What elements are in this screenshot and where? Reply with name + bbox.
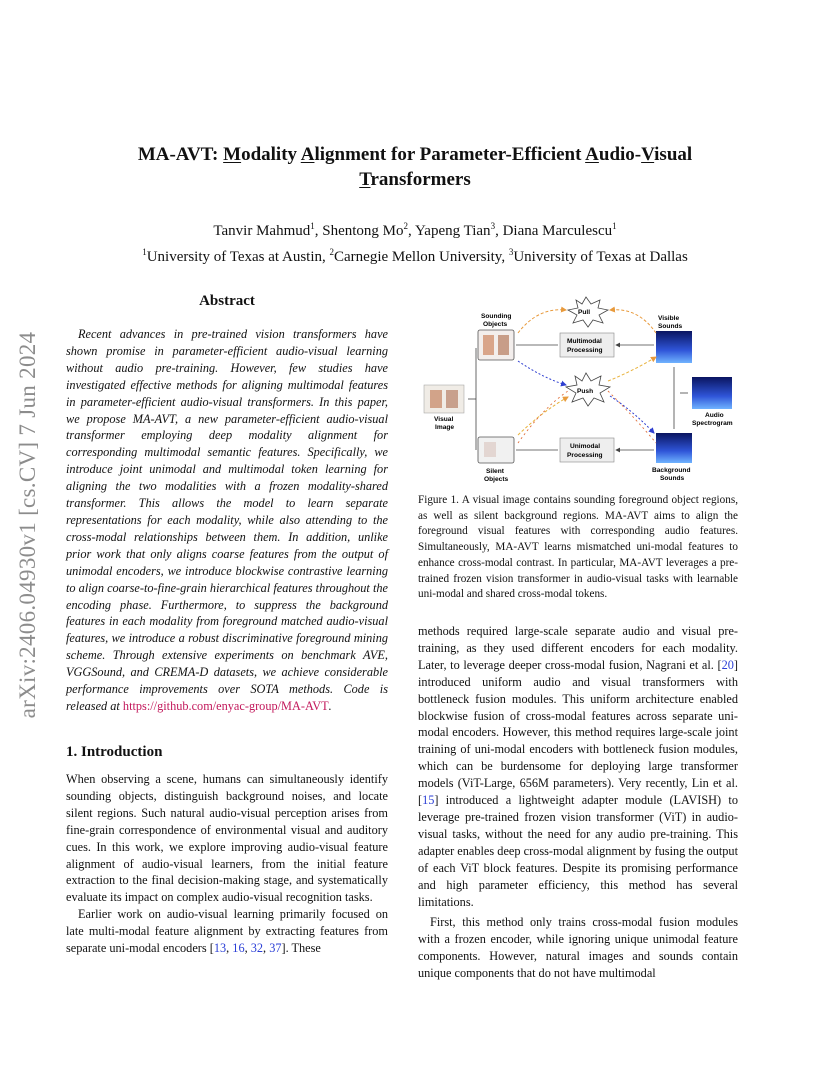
svg-text:Objects: Objects [483, 321, 508, 328]
paper-title: MA-AVT: Modality Alignment for Parameter-Efficient Audio-Visual Transformers [137, 144, 693, 190]
svg-text:Unimodal: Unimodal [570, 443, 601, 450]
svg-text:Spectrogram: Spectrogram [692, 420, 733, 427]
svg-text:Image: Image [435, 424, 455, 431]
figure-1-caption: Figure 1. A visual image contains sounding foreground object regions, as well as silent background regions. MA-AVT aims to align the foreground visual features with corresponding audio features. Simultaneously, MA-AVT learns mismatched uni-modal features to enhance cross-modal contrast. In particular, MA-AVT leverages a pre-trained frozen vision transformer in audio-visual tasks with learnable uni-modal and shared cross-modal tokens. [418, 494, 738, 601]
citation-link[interactable]: 20 [721, 657, 734, 672]
visual-image-label: Visual [434, 416, 454, 423]
citation-link[interactable]: 37 [269, 941, 282, 956]
svg-text:Multimodal: Multimodal [567, 338, 602, 345]
citation-link[interactable]: 32 [250, 941, 264, 956]
audio-spectrogram [692, 377, 732, 409]
citation-link[interactable]: 13 [213, 941, 227, 956]
svg-text:Sounds: Sounds [658, 323, 683, 330]
section-heading-introduction: 1. Introduction [66, 744, 163, 760]
right-paragraph-2: First, this method only trains cross-modal fusion modules with a frozen encoder, while ignoring unique unimodal feature components. However, natural images and sounds contain unique components that do not have multimodal [418, 915, 738, 981]
background-sounds-spectrogram [656, 433, 692, 463]
intro-paragraph-1: When observing a scene, humans can simultaneously identify sounding objects, distinguish background noises, and locate silent regions. Such natural audio-visual perception arises from fine-grain correspondence of environmental visual and auditory cues. In this work, we explore improving audio-visual feature alignment of audio-visual learners, from the initial feature extraction to the final decision-making stage, and systematically evaluate its impact on complex audio-visual recognition tasks. [66, 772, 388, 905]
abstract-body: Recent advances in pre-trained vision transformers have shown promise in parameter-efficient audio-visual learning without audio pre-training. However, few studies have investigated effective methods for aligning multimodal features in parameter-efficient audio-visual transformers. In this paper, we propose MA-AVT, a new parameter-efficient audio-visual transformer employing deep modality alignment for corresponding multimodal semantic features. Specifically, we introduce joint unimodal and multimodal token learning for aligning the two modalities with a frozen modality-shared transformer. This allows the model to learn separate representations for each modality, while also attending to the cross-modal relationships between them. In addition, unlike prior work that only aligns coarse features from the output of unimodal encoders, we introduce blockwise contrastive learning to align coarse-to-fine-grain hierarchical features throughout the encoding phase. Furthermore, to suppress the background features in each modality from foreground matched audio-visual features, we introduce a robust discriminative foreground mining scheme. Through extensive experiments on benchmark AVE, VGGSound, and CREMA-D datasets, we achieve considerable performance improvements over SOTA methods. Code is released at https://github.com/enyac-group/MA-AVT. [66, 327, 388, 713]
audio-spectrogram-label: Audio [705, 412, 724, 419]
push-label: Push [577, 388, 594, 395]
background-sounds-label: Background [652, 467, 691, 474]
sounding-objects-label: Sounding [481, 313, 512, 320]
right-column-body [418, 623, 738, 982]
svg-text:Sounds: Sounds [660, 475, 685, 482]
svg-text:Objects: Objects [484, 476, 509, 483]
visible-sounds-label: Visible [658, 315, 680, 322]
svg-text:Processing: Processing [567, 347, 603, 354]
arxiv-sidebar [8, 295, 48, 755]
arxiv-id: arXiv:2406.04930v1 [cs.CV] 7 Jun 2024 [15, 331, 40, 719]
code-link[interactable]: https://github.com/enyac-group/MA-AVT [122, 698, 329, 713]
svg-text:Processing: Processing [567, 452, 603, 459]
pull-label: Pull [578, 309, 591, 316]
author-block [90, 216, 740, 268]
citation-link[interactable]: 16 [232, 941, 245, 956]
visible-sounds-spectrogram [656, 331, 692, 363]
figure-1 [418, 293, 738, 483]
abstract-heading: Abstract [199, 293, 255, 309]
citation-link[interactable]: 15 [422, 793, 435, 808]
silent-objects-label: Silent [486, 468, 504, 475]
intro-paragraph-2: Earlier work on audio-visual learning primarily focused on late multi-modal feature alignment by extracting features from separate uni-modal encoders [13, 16, 32, 37]. These [66, 907, 388, 956]
right-paragraph-1: methods required large-scale separate audio and visual pre-training, as they used different encoders for each modality. Later, to leverage deeper cross-modal fusion, Nagrani et al. [20] introduced uniform audio and visual transformers with bottleneck fusion modules. This uniform architecture enabled blockwise fusion of cross-modal features across separate uni-modal encoders. However, this method requires large-scale joint training of uni-modal encoders with bottleneck fusion modules, which can be burdensome for deploying large transformer models (ViT-Large, 656M parameters). Very recently, Lin et al. [15] introduced a lightweight adapter module (LAVISH) to leverage pre-trained frozen vision transformer (ViT) in audio-visual tasks, without the need for any audio pre-training. This adapter enables deep cross-modal alignment by fusing the output of each ViT block features. Despite its promising performance and high parameter efficiency, this method has several limitations. [418, 624, 738, 909]
author-names: Tanvir Mahmud$^1$, Shentong Mo$^2$, Yapeng Tian$^3$, Diana Marculescu$^1$ [213, 221, 617, 239]
affiliations: $^1$University of Texas at Austin, $^2$Carnegie Mellon University, $^3$University of Texas at Dallas [142, 247, 688, 265]
introduction-body [66, 771, 388, 957]
figure-diagram [418, 293, 738, 483]
